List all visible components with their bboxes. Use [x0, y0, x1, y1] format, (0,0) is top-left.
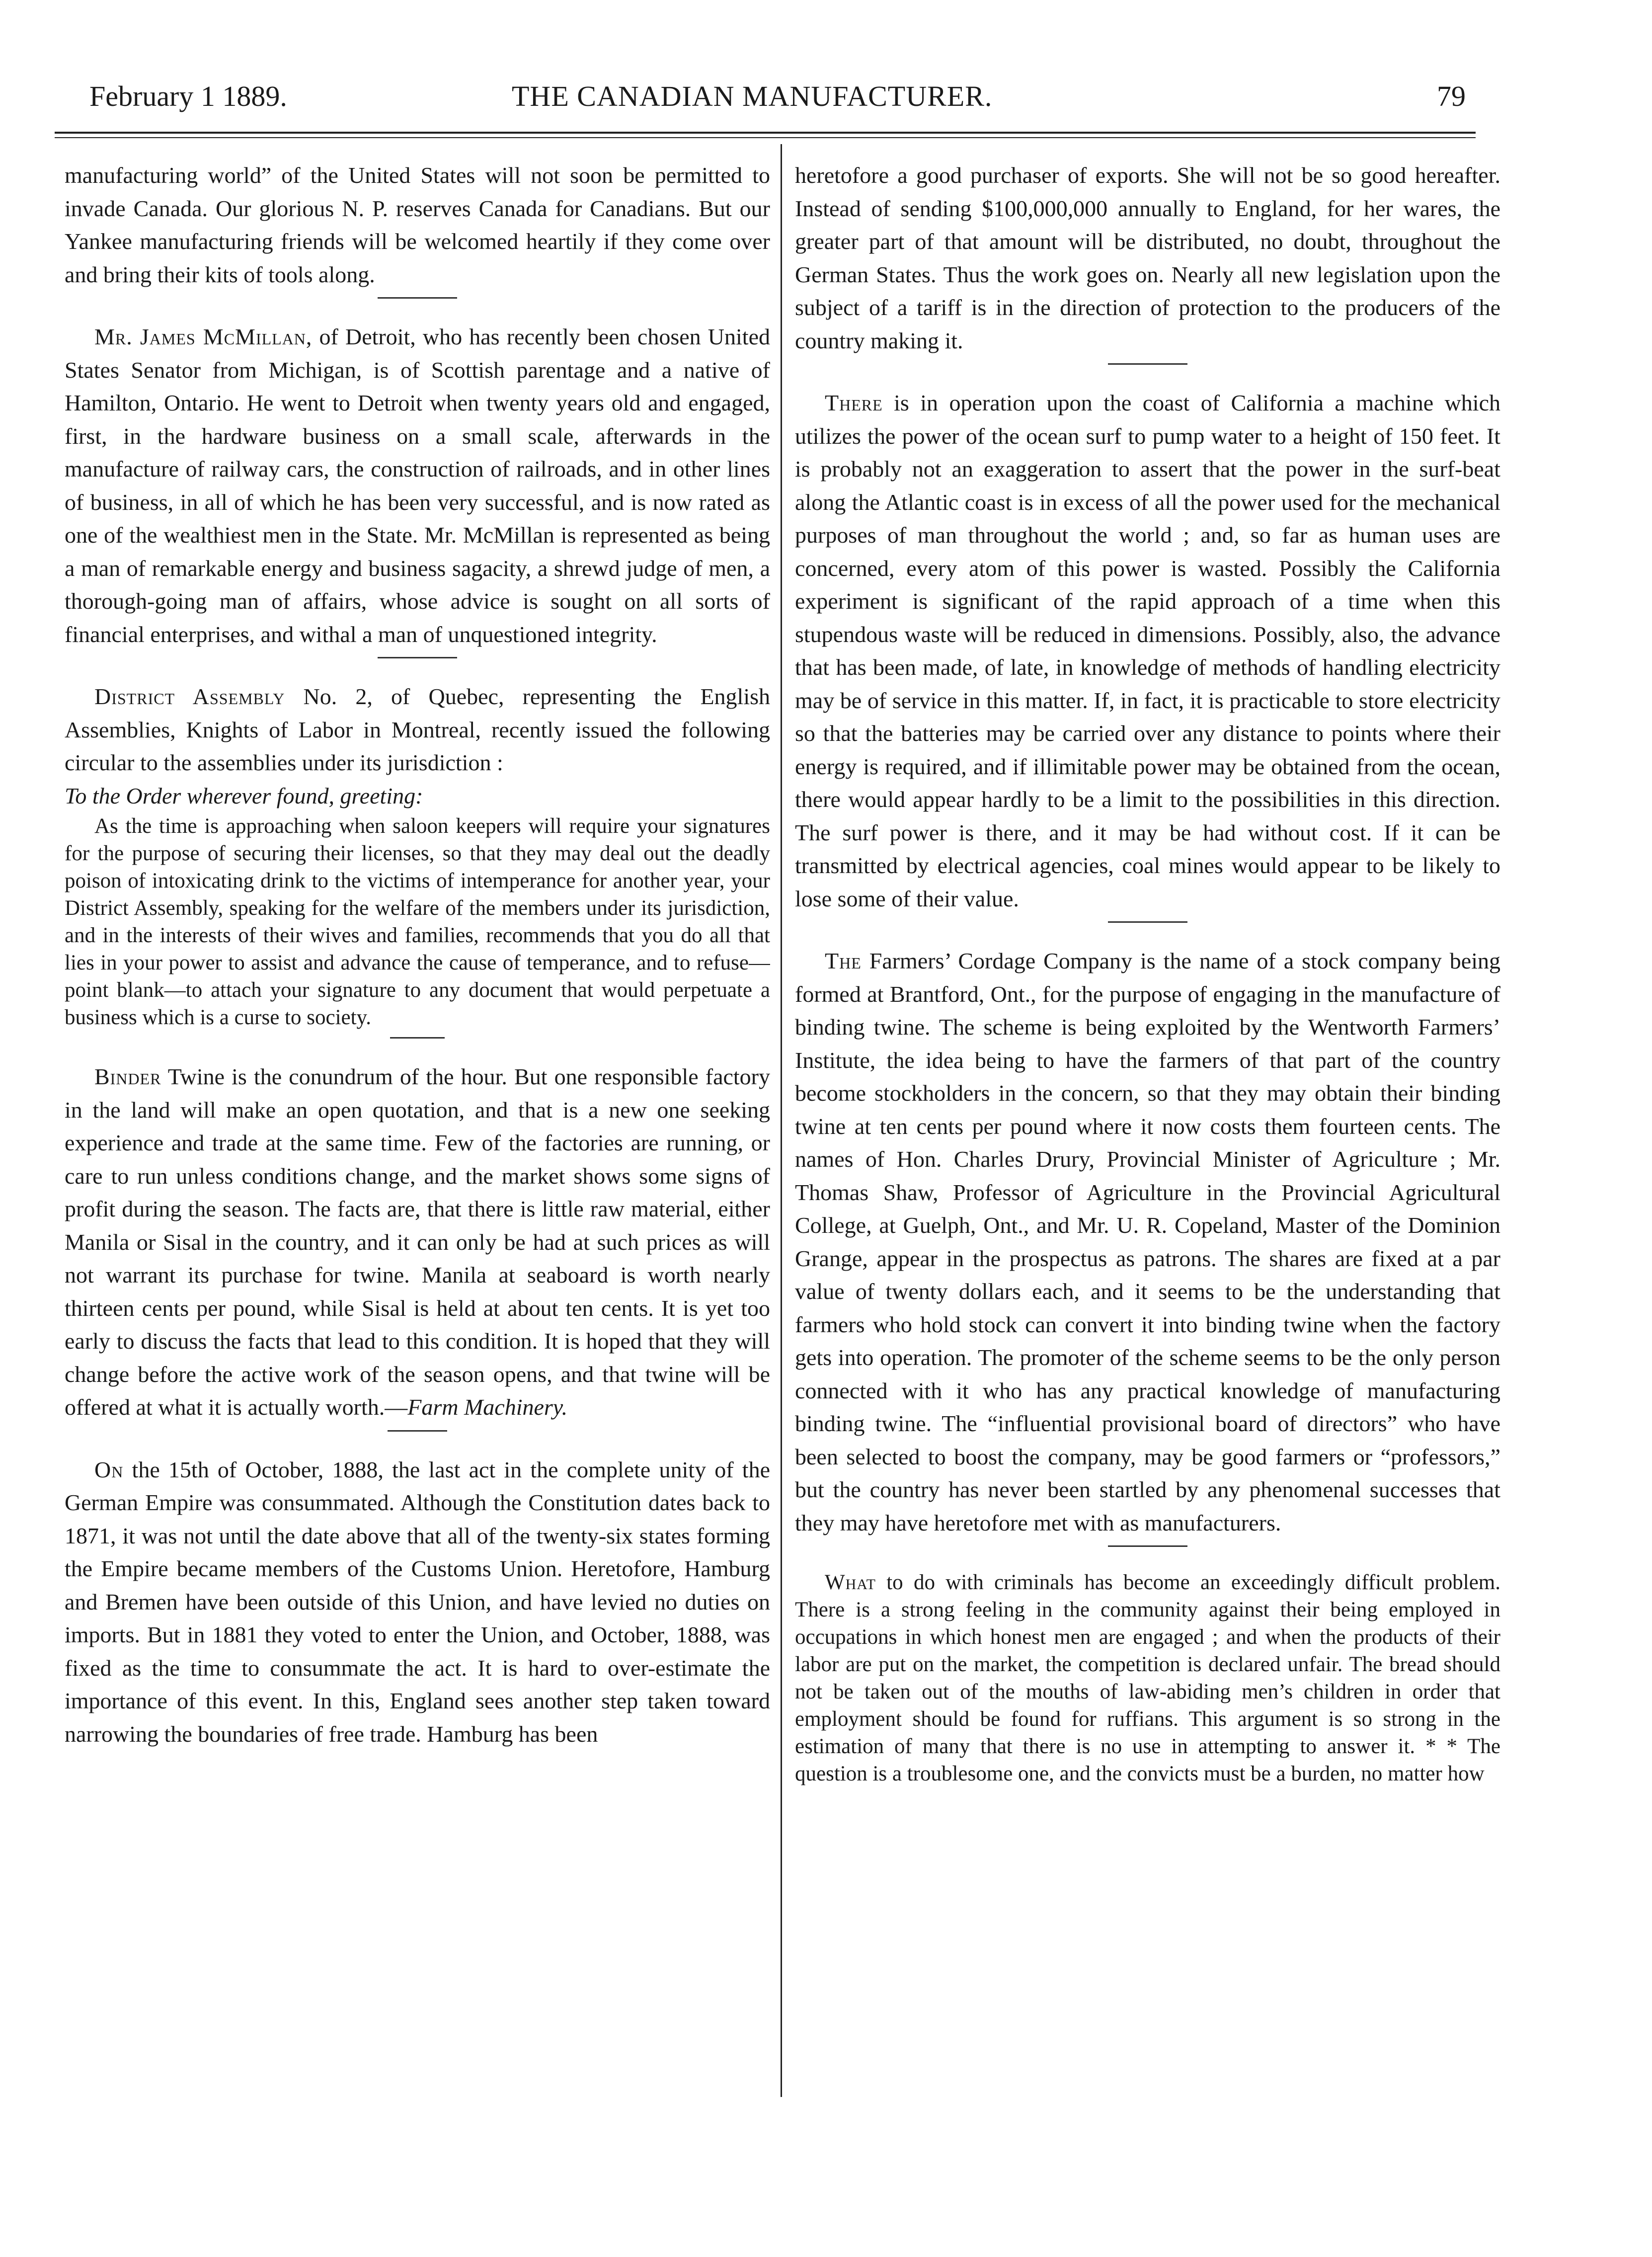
article-body: Twine is the conundrum of the hour. But one responsible factory in the land will make an open quotation, and that is a new one seeking experience and trade at the same time. Few of the factories are running, or care to run unless conditions change, and the market shows some signs of profit during the season. The facts are, that there is little raw material, either Manila or Sisal in the country, and it can only be had at such prices as will not warrant its purchase for twine. Manila at seaboard is worth nearly thirteen cents per pound, while Sisal is held at about ten cents. It is yet too early to discuss the facts that lead to this condition. It is hoped that they will change before the active work of the season opens, and that twine will be offered at what it is actually worth.— [65, 1064, 770, 1420]
article-lead: District Assembly [94, 684, 285, 709]
article-separator [1108, 1545, 1187, 1547]
article-mcmillan [65, 321, 770, 651]
article-district-assembly [65, 680, 770, 780]
page-header [89, 80, 1471, 119]
left-column [65, 159, 770, 2107]
article-body: the 15th of October, 1888, the last act in the complete unity of the German Empire was consummated. Although the Constitution dates back to 1871, it was not until the date above that all of the twenty-six states forming the Empire became members of the Customs Union. Heretofore, Hamburg and Bremen have been outside of this Union, and have levied no duties on imports. But in 1881 they voted to enter the Union, and October, 1888, was fixed as the time to consummate the act. It is hard to over-estimate the importance of this event. In this, England sees another step taken toward narrowing the boundaries of free trade. Hamburg has been [65, 1456, 770, 1747]
article-separator [378, 657, 457, 658]
article-lead: The [825, 948, 862, 973]
right-column [795, 159, 1500, 2107]
article-separator [390, 1037, 445, 1039]
article-body: to do with criminals has become an exceedingly difficult problem. There is a strong feeling in the community against their being employed in occupations in which honest men are engaged ; and when the products of their labor are put on the market, the competition is declared unfair. The bread should not be taken out of the mouths of law-abiding men’s children in order that employment should be found for ruffians. This argument is so strong in the estimation of many that there is no use in attempting to answer it. * * The question is a troublesome one, and the convicts must be a burden, no matter how [795, 1571, 1500, 1785]
page-number: 79 [1437, 80, 1466, 112]
article-german-empire-continued: heretofore a good purchaser of exports. She will not be so good hereafter. Instead of sending $100,000,000 annually to England, for her wares, the greater part of that amount will be distributed, no doubt, throughout the German States. Thus the work goes on. Nearly all new legislation upon the subject of a tariff is in the direction of protection to the producers of the country making it. [795, 162, 1500, 353]
article-lead: What [825, 1571, 876, 1594]
article-body: No. 2, of Quebec, representing the English Assemblies, Knights of Labor in Montreal, recently issued the following circular to the assemblies under its jurisdiction : [65, 684, 770, 775]
article-source: Farm Machinery. [407, 1394, 568, 1420]
issue-date: February 1 1889. [89, 80, 287, 112]
publication-title: THE CANADIAN MANUFACTURER. [512, 80, 993, 112]
article-separator [1108, 363, 1187, 365]
header-rule [55, 132, 1476, 134]
article-body: of Detroit, who has recently been chosen United States Senator from Michigan, is of Scottish parentage and a native of Hamilton, Ontario. He went to Detroit when twenty years old and engaged, first, in the hardware business on a small scale, afterwards in the manufacture of railway cars, the construction of railroads, and in other lines of business, in all of which he has been very successful, and is now rated as one of the wealthiest men in the State. Mr. McMillan is represented as being a man of remarkable energy and business sagacity, a shrewd judge of men, a thorough-going man of affairs, whose advice is sought on all sorts of financial enterprises, and withal a man of unquestioned integrity. [65, 324, 770, 647]
article-binder-twine [65, 1060, 770, 1424]
article-separator [378, 297, 457, 299]
article-german-empire [65, 1453, 770, 1751]
article-separator [388, 1430, 447, 1432]
column-divider [781, 144, 782, 2097]
article-ocean-surf [795, 387, 1500, 915]
article-body: is in operation upon the coast of California a machine which utilizes the power of the ocean surf to pump water to a height of 150 feet. It is probably not an exaggeration to assert that the power in the surf-beat along the Atlantic coast is in excess of all the power used for the mechanical purposes of man throughout the world ; and, so far as human uses are concerned, every atom of this power is wasted. Possibly the California experiment is significant of the rapid approach of a time when this stupendous waste will be reduced in dimensions. Possibly, also, the advance that has been made, of late, in knowledge of methods of handling electricity may be of service in this matter. If, in fact, it is practicable to store electricity so that the batteries may be carried over any distance to points where their energy is required, and if illimitable power may be obtained from the ocean, there would appear hardly to be a limit to the possibilities in this direction. The surf power is there, and it may be had without cost. If it can be transmitted by electrical agencies, coal mines would appear to be likely to lose some of their value. [795, 390, 1500, 911]
article-body: Farmers’ Cordage Company is the name of a stock company being formed at Brantford, Ont., for the purpose of engaging in the manufacture of binding twine. The scheme is being exploited by the Wentworth Farmers’ Institute, the idea being to have the farmers of that part of the country become stockholders in the concern, so that they may obtain their binding twine at ten cents per pound where it now costs them fourteen cents. The names of Hon. Charles Drury, Provincial Minister of Agriculture ; Mr. Thomas Shaw, Professor of Agriculture in the Provincial Agricultural College, at Guelph, Ont., and Mr. U. R. Copeland, Master of the Dominion Grange, appear in the prospectus as patrons. The shares are fixed at a par value of twenty dollars each, and it seems to be the understanding that farmers who hold stock can convert it into binding twine when the factory gets into operation. The promoter of the scheme seems to be the only person connected with it who has any practical knowledge of manufacturing binding twine. The “influential provisional board of directors” who have been selected to boost the company, may be good farmers or “professors,” but the country has never been startled by any phenomenal successes that they may have heretofore met with as manufacturers. [795, 948, 1500, 1535]
header-rule-thin [55, 137, 1476, 138]
article-lead: On [94, 1456, 124, 1482]
article-separator [1108, 921, 1187, 923]
article-lead: There [825, 390, 883, 415]
article-canada-continued: manufacturing world” of the United States will not soon be permitted to invade Canada. Our glorious N. P. reserves Canada for Canadians. But our Yankee manufacturing friends will be welcomed heartily if they come over and bring their kits of tools along. [65, 162, 770, 287]
article-lead: Binder [94, 1064, 161, 1089]
circular-greeting: To the Order wherever found, greeting: [65, 783, 423, 808]
article-criminals [795, 1569, 1500, 1787]
article-lead: Mr. James McMillan, [94, 324, 313, 349]
article-cordage-company [795, 945, 1500, 1539]
circular-quote: As the time is approaching when saloon keepers will require your signatures for the purpose of securing their licenses, so that they may deal out the deadly poison of intoxicating drink to the victims of intemperance for another year, your District Assembly, speaking for the welfare of the members under its jurisdiction, and in the interests of their wives and families, recommends that you do all that lies in your power to assist and advance the cause of temperance, and to refuse—point blank—to attach your signature to any document that would perpetuate a business which is a curse to society. [65, 814, 770, 1029]
